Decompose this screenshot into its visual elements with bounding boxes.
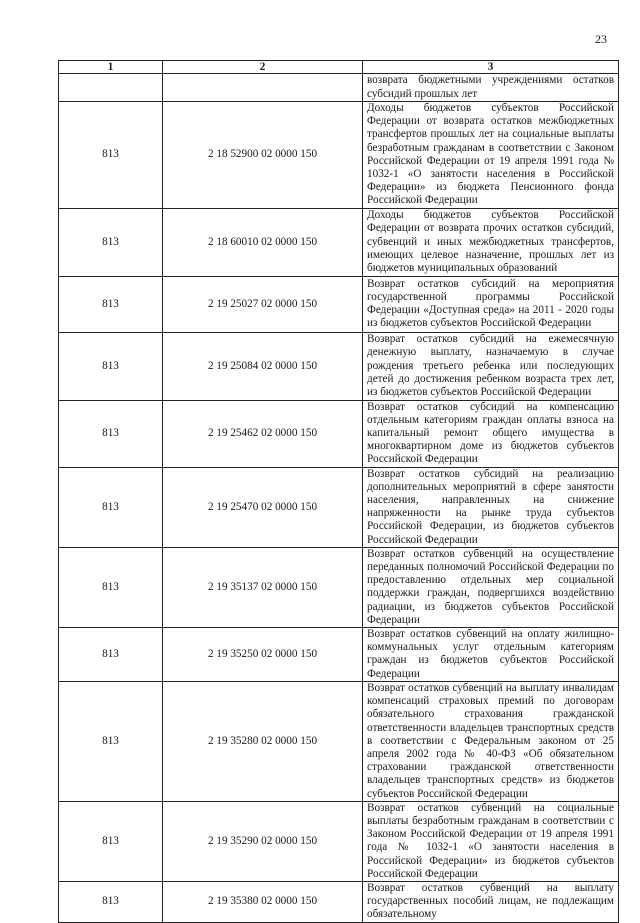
table-row [59, 332, 619, 400]
table-row [59, 681, 619, 801]
revenue-code-cell: 2 19 25462 02 0000 150 [163, 400, 363, 467]
revenue-code-cell: 2 18 52900 02 0000 150 [163, 102, 363, 209]
table-row [59, 628, 619, 682]
revenue-code-cell: 2 19 35137 02 0000 150 [163, 547, 363, 627]
revenue-codes-table [58, 60, 619, 923]
revenue-code-cell [163, 74, 363, 102]
description-cell: Доходы бюджетов субъектов Российской Федерации от возврата прочих остатков субсидий, субвенций и иных межбюджетных трансфертов, имеющих целевое назначение, прошлых лет из бюджетов муниципальных образований [363, 208, 619, 276]
table-header-row [59, 61, 619, 74]
admin-code-cell: 813 [59, 628, 163, 682]
admin-code-cell: 813 [59, 881, 163, 922]
description-cell: Возврат остатков субвенций на выплату государственных пособий лицам, не подлежащим обязательному [363, 881, 619, 922]
header-col-1: 1 [59, 61, 163, 74]
table-row [59, 400, 619, 467]
description-cell: Возврат остатков субвенций на оплату жилищно-коммунальных услуг отдельным категориям граждан из бюджетов субъектов Российской Федерации [363, 628, 619, 682]
revenue-code-cell: 2 18 60010 02 0000 150 [163, 208, 363, 276]
header-col-3: 3 [363, 61, 619, 74]
description-cell: Возврат остатков субвенций на осуществление переданных полномочий Российской Федерации по предоставлению отдельных мер социальной поддержки граждан, подвергшихся воздействию радиации, из бюджетов субъектов Российской Федерации [363, 547, 619, 627]
description-cell: Возврат остатков субвенций на выплату инвалидам компенсаций страховых премий по договорам обязательного страхования гражданской ответственности владельцев транспортных средств в соответствии с Федеральным законом от 25 апреля 2002 года № 40-ФЗ «Об обязательном страховании гражданской ответственности владельцев транспортных средств» из бюджетов субъектов Российской Федерации [363, 681, 619, 801]
table-row [59, 881, 619, 922]
revenue-code-cell: 2 19 35280 02 0000 150 [163, 681, 363, 801]
table-row [59, 276, 619, 332]
table-row [59, 208, 619, 276]
admin-code-cell [59, 74, 163, 102]
admin-code-cell: 813 [59, 332, 163, 400]
revenue-code-cell: 2 19 35250 02 0000 150 [163, 628, 363, 682]
admin-code-cell: 813 [59, 547, 163, 627]
revenue-code-cell: 2 19 25470 02 0000 150 [163, 467, 363, 547]
header-col-2: 2 [163, 61, 363, 74]
description-cell: Возврат остатков субвенций на социальные выплаты безработным гражданам в соответствии с Законом Российской Федерации от 19 апреля 1991 года № 1032-1 «О занятости населения в Российской Федерации» из бюджетов субъектов Российской Федерации [363, 801, 619, 881]
admin-code-cell: 813 [59, 467, 163, 547]
table-row [59, 801, 619, 881]
description-cell: Возврат остатков субсидий на компенсацию отдельным категориям граждан оплаты взноса на капитальный ремонт общего имущества в многоквартирном доме из бюджетов субъектов Российской Федерации [363, 400, 619, 467]
description-cell: Возврат остатков субсидий на мероприятия государственной программы Российской Федерации «Доступная среда» на 2011 - 2020 годы из бюджетов субъектов Российской Федерации [363, 276, 619, 332]
admin-code-cell: 813 [59, 208, 163, 276]
revenue-code-cell: 2 19 35290 02 0000 150 [163, 801, 363, 881]
table-row [59, 74, 619, 102]
admin-code-cell: 813 [59, 681, 163, 801]
table-row [59, 547, 619, 627]
revenue-code-cell: 2 19 35380 02 0000 150 [163, 881, 363, 922]
page-number: 23 [595, 32, 607, 46]
revenue-code-cell: 2 19 25084 02 0000 150 [163, 332, 363, 400]
revenue-code-cell: 2 19 25027 02 0000 150 [163, 276, 363, 332]
description-cell: возврата бюджетными учреждениями остатков субсидий прошлых лет [363, 74, 619, 102]
admin-code-cell: 813 [59, 801, 163, 881]
description-cell: Доходы бюджетов субъектов Российской Федерации от возврата остатков межбюджетных трансфертов прошлых лет на социальные выплаты безработным гражданам в соответствии с Законом Российской Федерации от 19 апреля 1991 года № 1032-1 «О занятости населения в Российской Федерации» из бюджета Пенсионного фонда Российской Федерации [363, 102, 619, 209]
table-row [59, 467, 619, 547]
admin-code-cell: 813 [59, 276, 163, 332]
description-cell: Возврат остатков субсидий на реализацию дополнительных мероприятий в сфере занятости населения, направленных на снижение напряженности на рынке труда субъектов Российской Федерации, из бюджетов субъектов Российской Федерации [363, 467, 619, 547]
admin-code-cell: 813 [59, 400, 163, 467]
admin-code-cell: 813 [59, 102, 163, 209]
description-cell: Возврат остатков субсидий на ежемесячную денежную выплату, назначаемую в случае рождения третьего ребенка или последующих детей до достижения ребенком возраста трех лет, из бюджетов субъектов Российской Федерации [363, 332, 619, 400]
table-row [59, 102, 619, 209]
